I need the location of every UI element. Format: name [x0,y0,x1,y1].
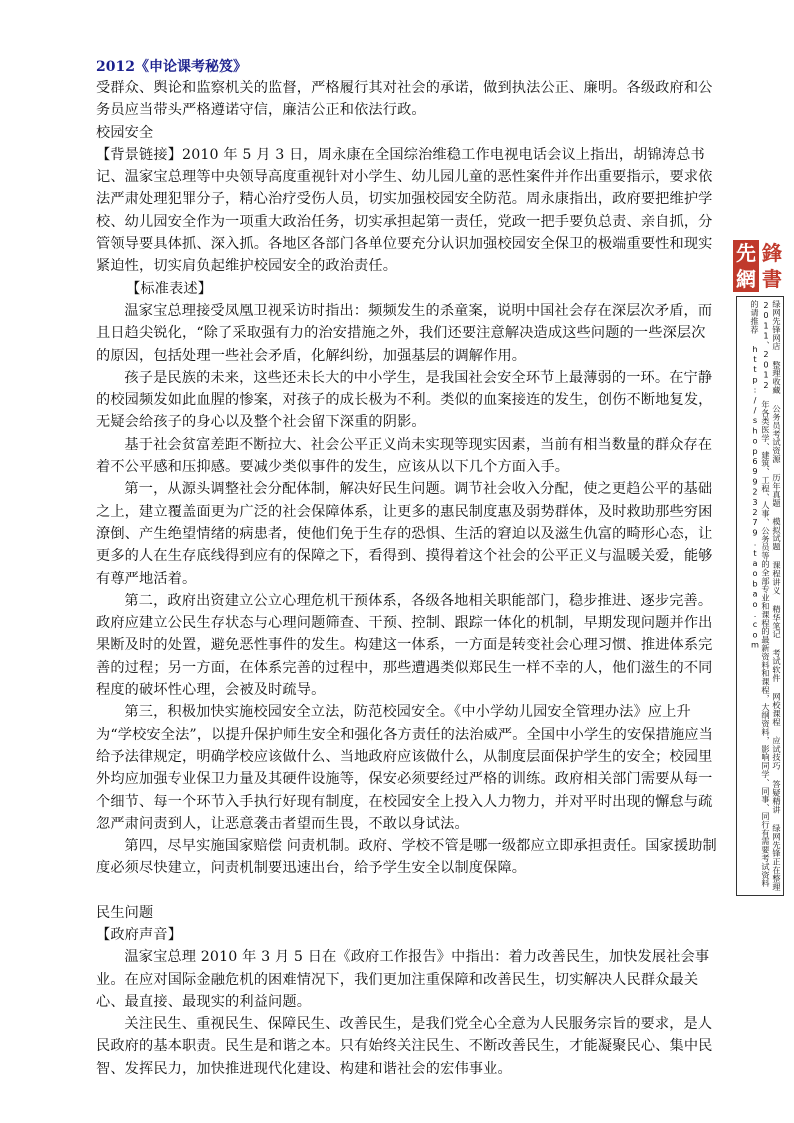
paragraph: 受群众、舆论和监察机关的监督，严格履行其对社会的承诺，做到执法公正、廉明。各级政府和公务员应当带头严格遵诺守信，廉洁公正和依法行政。 [96,80,713,119]
blank-line [96,880,718,902]
paragraph: 【背景链接】2010 年 5 月 3 日，周永康在全国综治维稳工作电视电话会议上指出，胡锦涛总书记、温家宝总理等中央领导高度重视针对小学生、幼儿园儿童的恶性案件并作出重要指示，要求依法严肃处理犯罪分子，精心治疗受伤人员，切实加强校园安全防范。周永康指出，政府要把维护学校、幼儿园安全作为一项重大政治任务，切实承担起第一责任，党政一把手要负总责、亲自抓，分管领导要具体抓、深入抓。各地区各部门各单位要充分认识加强校园安全保卫的极端重要性和现实紧迫性，切实肩负起维护校园安全的政治责任。 [96,146,713,275]
paragraph: 温家宝总理 2010 年 3 月 5 日在《政府工作报告》中指出：着力改善民生，加快发展社会事业。在应对国际金融危机的困难情况下，我们更加注重保障和改善民生，切实解决人民群众最关心、最直接、最现实的利益问题。 [96,949,710,1010]
document-body [96,77,718,1080]
paragraph: 第三，积极加快实施校园安全立法，防范校园安全。《中小学幼儿园安全管理办法》应上升为“学校安全法”，以提升保护师生安全和强化各方责任的法治威严。全国中小学生的安保措施应当给予法律规定，明确学校应该做什么、当地政府应该做什么，从制度层面保护学生的安全；校园里外均应加强专业保卫力量及其硬件设施等，保安必须要经过严格的训练。政府相关部门需要从每一个细节、每一个环节入手执行好现有制度，在校园安全上投入人力物力，并对平时出现的懈怠与疏忽严肃问责到人，让恶意袭击者望而生畏，不敢以身试法。 [96,704,713,832]
paragraph: 民生问题 [96,904,154,921]
logo-char: 網 [736,267,756,291]
paragraph: 第二，政府出资建立公立心理危机干预体系，各级各地相关职能部门，稳步推进、逐步完善。政府应建立公民生存状态与心理问题筛查、干预、控制、跟踪一体化的机制，早期发现问题并作出果断及时的处置，避免恶性事件的发生。构建这一体系，一方面是转变社会心理习惯、推进体系完善的过程；另一方面，在体系完善的过程中，那些遭遇类似郑民生一样不幸的人，他们滋生的不同程度的破坏性心理，会被及时疏导。 [96,592,713,699]
paragraph: 【标准表述】 [126,280,213,297]
paragraph: 孩子是民族的未来，这些还未长大的中小学生，是我国社会安全环节上最薄弱的一环。在宁静的校园频发如此血腥的惨案，对孩子的成长极为不利。类似的血案接连的发生，创伤不断地复发，无疑会给孩子的身心以及整个社会留下深重的阴影。 [96,369,713,431]
paragraph: 关注民生、重视民生、保障民生、改善民生，是我们党全心全意为人民服务宗旨的要求，是人民政府的基本职责。民生是和谐之本。只有始终关注民生、不断改善民生，才能凝聚民心、集中民智、发挥民力，加快推进现代化建设、构建和谐社会的宏伟事业。 [96,1016,713,1077]
side-advertisement: 绿网先锋网店 整理收藏 公务员考试资源 历年真题 模拟试题 课程讲义 精华笔记 考试软件 网校课程 应试技巧 答疑精讲 绿网先锋正在整理 2011、2012 年各类医学、建筑、工程、人事、公务员等的全部专业和课程的最新资料和课程，大纲资料，影响同学、同事、同行有需要考试资料的请推荐 http://shop69923279.taobao.com [736,296,784,896]
paragraph: 第一，从源头调整社会分配体制，解决好民生问题。调节社会收入分配，使之更趋公平的基础之上，建立覆盖面更为广泛的社会保障体系，让更多的惠民制度惠及弱势群体，及时救助那些穷困潦倒、产生绝望情绪的病患者，使他们免于生存的恐惧、生活的窘迫以及滋生仇富的畸形心态，让更多的人在生存底线得到应有的保障之下，看得到、摸得着这个社会的公平正义与温暖关爱，能够有尊严地活着。 [96,481,713,587]
paragraph: 校园安全 [96,124,154,141]
paragraph: 【政府声音】 [96,926,183,943]
publisher-logo [733,240,785,292]
paragraph: 温家宝总理接受凤凰卫视采访时指出：频频发生的杀童案，说明中国社会存在深层次矛盾，而且日趋尖锐化，“除了采取强有力的治安措施之外，我们还要注意解决造成这些问题的一些深层次的原因，包括处理一些社会矛盾，化解纠纷，加强基层的调解作用。 [96,302,713,364]
logo-char: 書 [759,266,785,292]
paragraph: 第四，尽早实施国家赔偿 问责机制。政府、学校不管是哪一级都应立即承担责任。国家援助制度必须尽快建立，问责机制要迅速出台，给予学生安全以制度保障。 [96,838,717,877]
logo-char: 鋒 [759,240,785,266]
logo-char: 先 [736,241,756,265]
document-header: 2012《申论课考秘笈》 [96,59,247,75]
paragraph: 基于社会贫富差距不断拉大、社会公平正义尚未实现等现实因素，当前有相当数量的群众存在着不公平感和压抑感。要减少类似事件的发生，应该从以下几个方面入手。 [96,436,713,476]
